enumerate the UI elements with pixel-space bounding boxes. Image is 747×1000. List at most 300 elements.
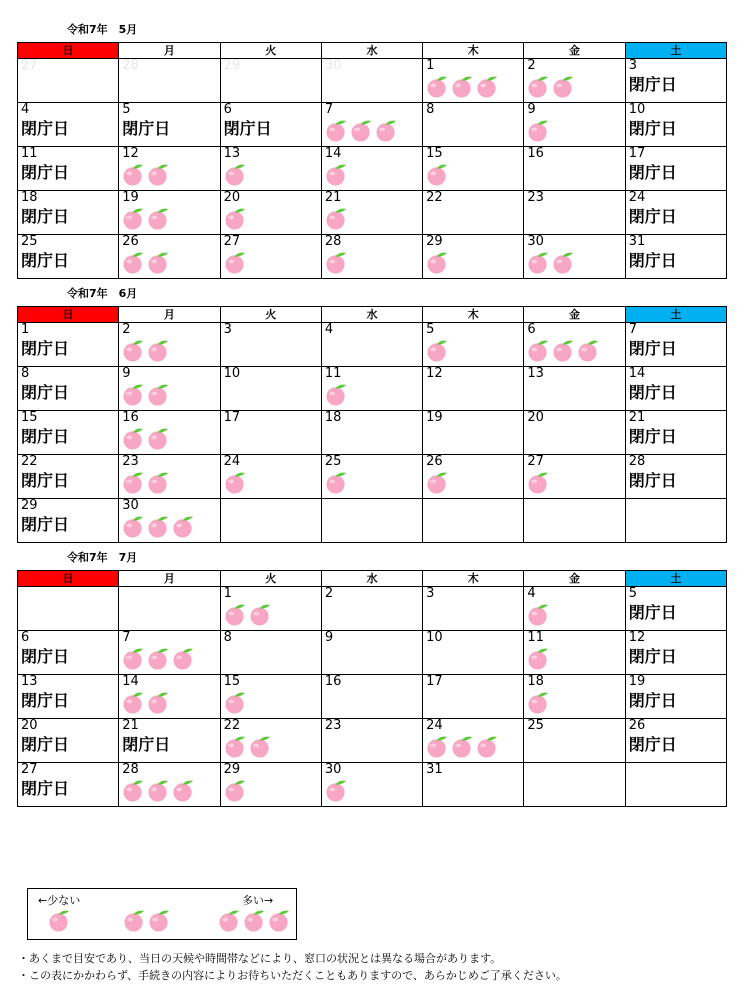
day-number: 13 [223, 146, 241, 161]
peach-icon [552, 251, 575, 274]
day-number: 30 [324, 58, 342, 73]
week-row [18, 499, 727, 543]
day-cell [18, 103, 119, 147]
closed-day-label: 閉庁日 [21, 207, 70, 226]
peach-icon [224, 251, 247, 274]
day-cell [220, 103, 321, 147]
closed-day-label: 閉庁日 [628, 75, 677, 94]
peach-icon [527, 251, 550, 274]
day-number: 30 [122, 498, 139, 513]
congestion-level [224, 691, 318, 714]
day-number: 16 [122, 410, 139, 425]
closed-day-label: 閉庁日 [628, 427, 677, 446]
closed-day-label: 閉庁日 [628, 647, 677, 666]
day-number: 6 [21, 630, 30, 645]
day-cell [321, 147, 422, 191]
weekday-header-row [18, 571, 727, 587]
peach-icon [48, 909, 71, 932]
day-cell [220, 147, 321, 191]
congestion-level [325, 471, 419, 494]
peach-icon [325, 383, 348, 406]
day-cell [119, 103, 220, 147]
closed-day-label: 閉庁日 [223, 119, 272, 138]
closed-day-label: 閉庁日 [122, 735, 171, 754]
peach-icon [527, 603, 550, 626]
day-number: 2 [122, 322, 131, 337]
day-cell [423, 147, 524, 191]
day-number: 24 [426, 718, 443, 733]
day-cell [119, 455, 220, 499]
weekday-header: 木 [423, 307, 524, 323]
day-cell [524, 323, 625, 367]
peach-icon [148, 909, 171, 932]
congestion-level [426, 735, 520, 758]
day-number: 12 [426, 366, 443, 381]
peach-icon [325, 251, 348, 274]
day-cell [524, 587, 625, 631]
day-cell [119, 411, 220, 455]
day-number: 7 [324, 102, 334, 117]
closed-day-label: 閉庁日 [628, 735, 677, 754]
weekday-header: 日 [18, 307, 119, 323]
day-cell [119, 587, 220, 631]
peach-icon [122, 251, 145, 274]
day-cell [625, 411, 726, 455]
week-row [18, 191, 727, 235]
day-cell [423, 587, 524, 631]
congestion-level [122, 251, 216, 274]
peach-icon [224, 603, 247, 626]
week-row [18, 323, 727, 367]
peach-icon [147, 779, 170, 802]
peach-icon [122, 647, 145, 670]
day-number: 14 [122, 674, 139, 689]
congestion-level [527, 119, 621, 142]
weekday-header: 金 [524, 43, 625, 59]
peach-icon [325, 163, 348, 186]
peach-icon [122, 471, 145, 494]
weekday-header: 日 [18, 43, 119, 59]
calendar-table [17, 306, 727, 543]
congestion-level [224, 163, 318, 186]
day-number: 19 [122, 190, 139, 205]
month-title: 令和7年 5月 [67, 23, 138, 36]
peach-icon [325, 119, 348, 142]
day-cell [625, 323, 726, 367]
day-cell [524, 455, 625, 499]
congestion-level [527, 691, 621, 714]
congestion-legend [27, 888, 297, 940]
day-number: 17 [426, 674, 443, 689]
day-cell [524, 411, 625, 455]
day-number: 3 [426, 586, 435, 601]
closed-day-label: 閉庁日 [21, 383, 70, 402]
weekday-header: 土 [625, 43, 726, 59]
congestion-level [426, 163, 520, 186]
day-cell [524, 59, 625, 103]
day-cell [321, 675, 422, 719]
peach-icon [325, 207, 348, 230]
week-row [18, 719, 727, 763]
peach-icon [325, 779, 348, 802]
peach-icon [527, 471, 550, 494]
day-cell [524, 191, 625, 235]
day-cell [220, 763, 321, 807]
day-cell [423, 59, 524, 103]
peach-icon [451, 75, 474, 98]
day-number: 3 [223, 322, 232, 337]
day-cell [220, 499, 321, 543]
day-cell [220, 587, 321, 631]
day-number: 16 [527, 146, 544, 161]
day-cell [524, 763, 625, 807]
congestion-level [426, 471, 520, 494]
day-cell [423, 323, 524, 367]
peach-icon [426, 163, 449, 186]
congestion-level [224, 471, 318, 494]
congestion-level [122, 383, 216, 406]
peach-icon [172, 515, 195, 538]
day-number: 13 [527, 366, 544, 381]
month-title: 令和7年 7月 [67, 551, 138, 564]
day-number: 12 [628, 630, 646, 645]
day-number: 30 [324, 762, 342, 777]
notes [18, 950, 567, 984]
week-row [18, 235, 727, 279]
day-cell [524, 367, 625, 411]
note-line: ・この表にかかわらず、手続きの内容によりお待ちいただくこともありますので、あらかじめご了承ください。 [18, 969, 567, 982]
calendar-table [17, 570, 727, 807]
congestion-level [122, 207, 216, 230]
weekday-header: 水 [321, 43, 422, 59]
weekday-header-row [18, 43, 727, 59]
peach-icon [426, 735, 449, 758]
day-cell [321, 631, 422, 675]
day-number: 26 [426, 454, 443, 469]
day-number: 5 [122, 102, 131, 117]
day-number: 1 [223, 586, 232, 601]
day-number: 29 [223, 762, 241, 777]
peach-icon [147, 207, 170, 230]
peach-icon [426, 471, 449, 494]
legend-level-2 [123, 909, 171, 932]
week-row [18, 59, 727, 103]
day-number: 23 [122, 454, 139, 469]
closed-day-label: 閉庁日 [21, 119, 70, 138]
day-cell [321, 103, 422, 147]
day-number: 28 [324, 234, 342, 249]
peach-icon [451, 735, 474, 758]
day-number: 11 [527, 630, 544, 645]
day-number: 28 [122, 58, 139, 73]
peach-icon [249, 735, 272, 758]
congestion-level [527, 251, 621, 274]
peach-icon [527, 339, 550, 362]
day-number: 13 [21, 674, 38, 689]
congestion-level [122, 647, 216, 670]
congestion-level [325, 207, 419, 230]
weekday-header: 土 [625, 571, 726, 587]
day-cell [220, 235, 321, 279]
congestion-level [122, 471, 216, 494]
peach-icon [249, 603, 272, 626]
day-cell [524, 103, 625, 147]
congestion-level [224, 779, 318, 802]
closed-day-label: 閉庁日 [628, 339, 677, 358]
day-cell [18, 59, 119, 103]
calendar-table [17, 42, 727, 279]
day-cell [625, 587, 726, 631]
day-number: 4 [527, 586, 536, 601]
day-cell [524, 719, 625, 763]
weekday-header: 月 [119, 43, 220, 59]
day-number: 7 [122, 630, 131, 645]
closed-day-label: 閉庁日 [21, 163, 70, 182]
week-row [18, 367, 727, 411]
day-cell [625, 367, 726, 411]
day-cell [220, 59, 321, 103]
day-number: 15 [426, 146, 443, 161]
weekday-header: 水 [321, 307, 422, 323]
closed-day-label: 閉庁日 [21, 471, 70, 490]
peach-icon [552, 339, 575, 362]
day-number: 28 [122, 762, 139, 777]
congestion-level [122, 691, 216, 714]
day-cell [18, 675, 119, 719]
day-cell [119, 235, 220, 279]
day-cell [625, 631, 726, 675]
peach-icon [350, 119, 373, 142]
day-cell [625, 455, 726, 499]
day-cell [625, 191, 726, 235]
peach-icon [375, 119, 398, 142]
day-number: 30 [527, 234, 544, 249]
peach-icon [224, 163, 247, 186]
day-number: 28 [628, 454, 646, 469]
day-number: 27 [527, 454, 544, 469]
day-number: 27 [21, 762, 38, 777]
closed-day-label: 閉庁日 [21, 339, 70, 358]
legend-less-label: ←少ない [38, 894, 81, 907]
peach-icon [147, 163, 170, 186]
week-row [18, 147, 727, 191]
day-cell [625, 147, 726, 191]
peach-icon [147, 691, 170, 714]
day-cell [18, 411, 119, 455]
peach-icon [147, 471, 170, 494]
day-cell [625, 235, 726, 279]
day-number: 10 [628, 102, 646, 117]
day-number: 14 [324, 146, 342, 161]
day-number: 29 [21, 498, 38, 513]
day-cell [18, 631, 119, 675]
day-number: 3 [628, 58, 637, 73]
congestion-level [325, 163, 419, 186]
day-cell [119, 499, 220, 543]
weekday-header: 月 [119, 571, 220, 587]
day-number: 26 [122, 234, 139, 249]
peach-icon [577, 339, 600, 362]
peach-icon [122, 515, 145, 538]
day-number: 25 [527, 718, 544, 733]
day-cell [119, 719, 220, 763]
day-number: 24 [628, 190, 646, 205]
day-cell [423, 103, 524, 147]
congestion-level [122, 339, 216, 362]
day-number: 22 [223, 718, 241, 733]
day-cell [18, 499, 119, 543]
day-cell [524, 147, 625, 191]
day-cell [18, 235, 119, 279]
peach-icon [122, 207, 145, 230]
day-number: 1 [21, 322, 30, 337]
peach-icon [123, 909, 146, 932]
congestion-level [122, 779, 216, 802]
peach-icon [122, 691, 145, 714]
day-cell [625, 719, 726, 763]
day-number: 9 [527, 102, 536, 117]
day-cell [423, 411, 524, 455]
congestion-level [426, 75, 520, 98]
day-cell [321, 367, 422, 411]
day-number: 27 [21, 58, 38, 73]
day-cell [423, 499, 524, 543]
congestion-level [426, 339, 520, 362]
peach-icon [476, 75, 499, 98]
closed-day-label: 閉庁日 [628, 119, 677, 138]
weekday-header: 月 [119, 307, 220, 323]
congestion-level [325, 779, 419, 802]
congestion-level [122, 163, 216, 186]
day-number: 19 [628, 674, 646, 689]
day-cell [524, 499, 625, 543]
closed-day-label: 閉庁日 [21, 779, 70, 798]
congestion-level [527, 471, 621, 494]
month-title: 令和7年 6月 [67, 287, 138, 300]
day-cell [119, 147, 220, 191]
day-cell [119, 323, 220, 367]
day-number: 16 [324, 674, 342, 689]
congestion-level [325, 119, 419, 142]
closed-day-label: 閉庁日 [21, 647, 70, 666]
weekday-header: 金 [524, 307, 625, 323]
week-row [18, 411, 727, 455]
peach-icon [147, 427, 170, 450]
day-cell [119, 631, 220, 675]
peach-icon [122, 163, 145, 186]
peach-icon [476, 735, 499, 758]
day-number: 20 [527, 410, 544, 425]
day-number: 10 [223, 366, 241, 381]
day-number: 14 [628, 366, 646, 381]
day-number: 15 [21, 410, 38, 425]
congestion-level [527, 75, 621, 98]
note-line: ・あくまで目安であり、当日の天候や時間帯などにより、窓口の状況とは異なる場合があります。 [18, 952, 502, 965]
peach-icon [147, 339, 170, 362]
closed-day-label: 閉庁日 [122, 119, 171, 138]
day-cell [625, 763, 726, 807]
day-cell [321, 763, 422, 807]
closed-day-label: 閉庁日 [628, 471, 677, 490]
week-row [18, 675, 727, 719]
day-cell [18, 367, 119, 411]
weekday-header: 火 [220, 571, 321, 587]
congestion-level [325, 251, 419, 274]
peach-icon [527, 75, 550, 98]
weekday-header-row [18, 307, 727, 323]
closed-day-label: 閉庁日 [21, 427, 70, 446]
day-cell [524, 631, 625, 675]
day-cell [423, 631, 524, 675]
peach-icon [426, 339, 449, 362]
day-number: 1 [426, 58, 435, 73]
week-row [18, 763, 727, 807]
congestion-level [224, 603, 318, 626]
congestion-level [224, 735, 318, 758]
day-cell [321, 191, 422, 235]
day-cell [524, 675, 625, 719]
day-cell [119, 191, 220, 235]
day-number: 4 [21, 102, 30, 117]
day-cell [423, 675, 524, 719]
day-number: 24 [223, 454, 241, 469]
peach-icon [224, 735, 247, 758]
weekday-header: 火 [220, 43, 321, 59]
day-number: 22 [21, 454, 38, 469]
day-number: 6 [223, 102, 232, 117]
weekday-header: 日 [18, 571, 119, 587]
peach-icon [172, 779, 195, 802]
day-number: 8 [426, 102, 435, 117]
closed-day-label: 閉庁日 [628, 603, 677, 622]
weekday-header: 土 [625, 307, 726, 323]
peach-icon [224, 207, 247, 230]
peach-icon [224, 471, 247, 494]
weekday-header: 火 [220, 307, 321, 323]
peach-icon [552, 75, 575, 98]
day-cell [423, 191, 524, 235]
day-number: 29 [426, 234, 443, 249]
closed-day-label: 閉庁日 [21, 515, 70, 534]
day-cell [220, 191, 321, 235]
peach-icon [325, 471, 348, 494]
congestion-level [325, 383, 419, 406]
closed-day-label: 閉庁日 [21, 251, 70, 270]
congestion-level [426, 251, 520, 274]
peach-icon [426, 75, 449, 98]
day-number: 23 [527, 190, 544, 205]
congestion-level [224, 207, 318, 230]
peach-icon [426, 251, 449, 274]
day-cell [119, 367, 220, 411]
peach-icon [224, 779, 247, 802]
day-number: 20 [223, 190, 241, 205]
day-cell [220, 411, 321, 455]
day-number: 27 [223, 234, 241, 249]
day-number: 2 [527, 58, 536, 73]
peach-icon [527, 691, 550, 714]
congestion-level [224, 251, 318, 274]
day-cell [220, 675, 321, 719]
day-cell [220, 719, 321, 763]
day-number: 10 [426, 630, 443, 645]
day-number: 5 [628, 586, 637, 601]
day-cell [18, 455, 119, 499]
peach-icon [218, 909, 241, 932]
day-cell [625, 499, 726, 543]
day-cell [18, 587, 119, 631]
peach-icon [172, 647, 195, 670]
